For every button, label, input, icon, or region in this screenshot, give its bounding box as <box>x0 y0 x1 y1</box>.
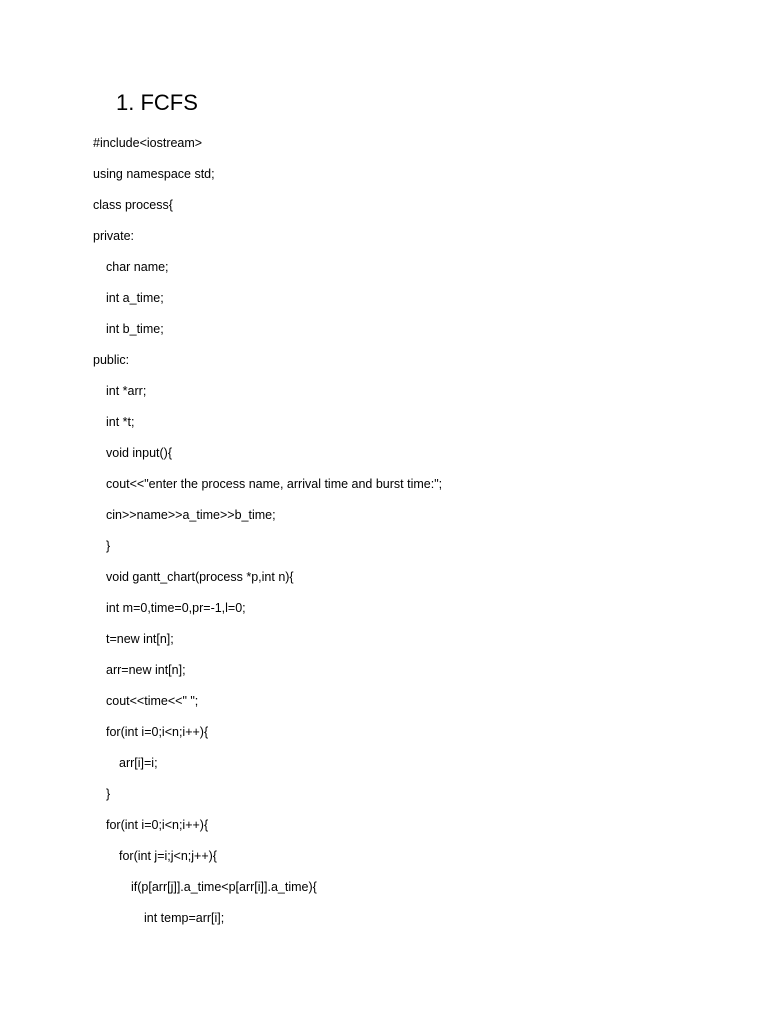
code-line: int a_time; <box>106 291 164 305</box>
section-heading: 1. FCFS <box>116 90 198 115</box>
code-line: using namespace std; <box>93 167 215 181</box>
code-line: void input(){ <box>106 446 173 460</box>
code-line: for(int j=i;j<n;j++){ <box>119 849 217 863</box>
code-line: int *arr; <box>106 384 147 398</box>
code-line: arr=new int[n]; <box>106 663 186 677</box>
code-line: int m=0,time=0,pr=-1,l=0; <box>106 601 246 615</box>
code-line: for(int i=0;i<n;i++){ <box>106 725 209 739</box>
code-line: cout<<"enter the process name, arrival time and burst time:"; <box>106 477 443 491</box>
code-line: t=new int[n]; <box>106 632 174 646</box>
code-listing <box>93 133 442 939</box>
code-line: #include<iostream> <box>93 136 203 150</box>
code-line: if(p[arr[j]].a_time<p[arr[i]].a_time){ <box>131 880 317 894</box>
code-line: int b_time; <box>106 322 164 336</box>
code-line: cin>>name>>a_time>>b_time; <box>106 508 276 522</box>
code-line: cout<<time<<" "; <box>106 694 199 708</box>
code-line: for(int i=0;i<n;i++){ <box>106 818 209 832</box>
code-line: int *t; <box>106 415 135 429</box>
code-line: int temp=arr[i]; <box>144 911 225 925</box>
code-line: } <box>106 539 111 553</box>
code-line: void gantt_chart(process *p,int n){ <box>106 570 294 584</box>
code-line: arr[i]=i; <box>119 756 158 770</box>
code-line: public: <box>93 353 130 367</box>
code-line: char name; <box>106 260 169 274</box>
code-line: } <box>106 787 111 801</box>
code-line: class process{ <box>93 198 173 212</box>
code-line: private: <box>93 229 134 243</box>
